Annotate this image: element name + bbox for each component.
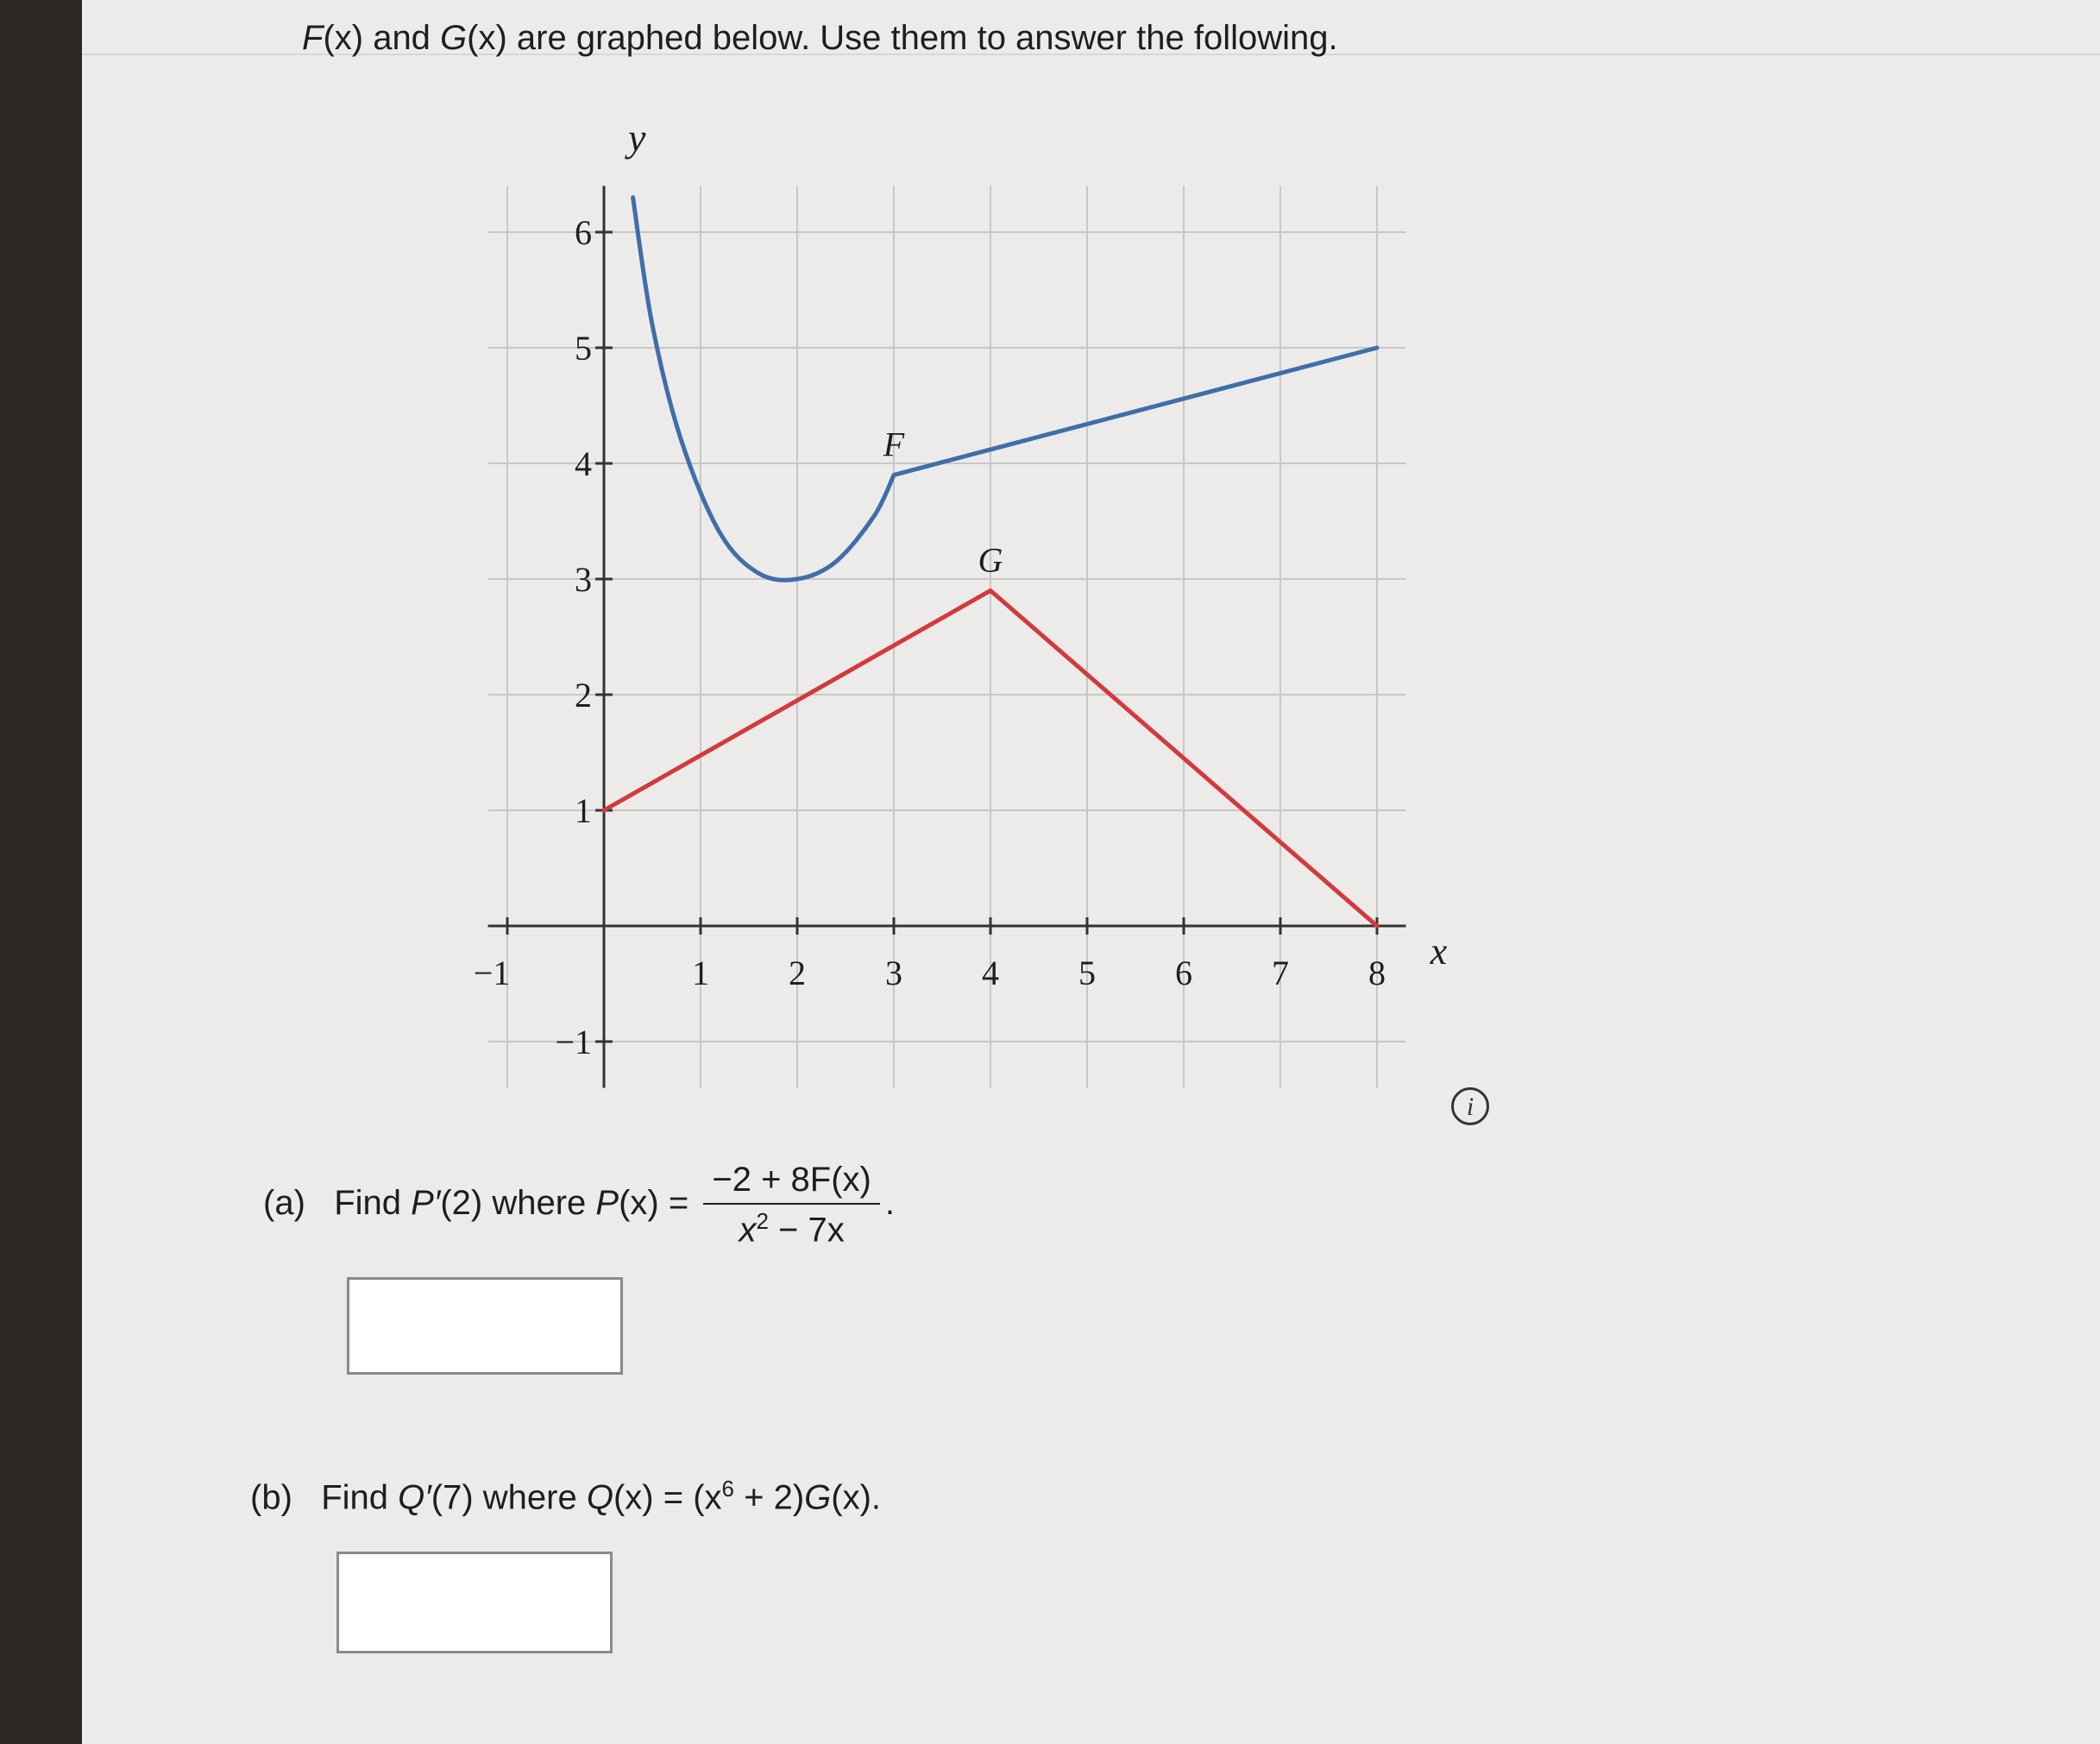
question-b-qprime: Q′ [398, 1478, 431, 1517]
question-b-qx: (x) = (x [613, 1478, 722, 1517]
info-icon[interactable]: i [1451, 1087, 1489, 1125]
answer-b-input[interactable] [336, 1552, 613, 1653]
question-b [250, 1476, 881, 1517]
y-tick-label: 1 [575, 791, 592, 830]
question-b-find: Find [321, 1478, 399, 1517]
intro-part-2: (x) are graphed below. Use them to answer the following. [467, 19, 1338, 57]
y-tick-label: 3 [575, 560, 592, 599]
y-axis-label: y [628, 116, 646, 161]
denominator-rest: − 7x [768, 1211, 845, 1250]
x-tick-label: 2 [789, 954, 806, 992]
question-a [263, 1161, 895, 1250]
question-b-arg: (7) where [431, 1478, 587, 1517]
series-G-label: G [978, 540, 1003, 580]
y-tick-label: 2 [575, 676, 592, 715]
question-a-arg: (2) where [440, 1184, 596, 1223]
fraction [703, 1161, 880, 1250]
intro-part-1: (x) and [323, 19, 441, 57]
x-tick-label: 4 [982, 954, 999, 992]
question-b-g: G [804, 1478, 832, 1517]
y-tick-label: 4 [575, 444, 592, 483]
question-a-end: . [884, 1184, 895, 1223]
denominator-base: x [739, 1211, 757, 1250]
question-a-pprime: P′ [411, 1184, 441, 1223]
question-b-end: (x). [831, 1478, 882, 1517]
y-tick-label: 5 [575, 329, 592, 368]
answer-a-input[interactable] [347, 1277, 623, 1375]
question-b-q: Q [586, 1478, 613, 1517]
x-tick-label: 7 [1272, 954, 1289, 992]
x-tick-label: 6 [1175, 954, 1192, 992]
x-tick-label: −1 [473, 954, 511, 992]
g-symbol: G [440, 19, 468, 57]
fraction-denominator [703, 1205, 880, 1250]
y-tick-label: 6 [575, 213, 592, 252]
question-b-rest: + 2) [734, 1478, 805, 1517]
x-tick-label: 8 [1368, 954, 1386, 992]
x-tick-label: 3 [885, 954, 902, 992]
question-b-exponent: 6 [721, 1476, 734, 1502]
fraction-numerator: −2 + 8F(x) [703, 1161, 880, 1205]
question-a-find: Find [334, 1184, 412, 1223]
y-tick-label: −1 [555, 1023, 592, 1061]
question-b-label: (b) [250, 1478, 292, 1517]
question-a-p: P [595, 1184, 619, 1223]
x-axis-label: x [1430, 930, 1448, 973]
x-tick-label: 5 [1078, 954, 1096, 992]
f-symbol: F [302, 19, 324, 57]
denominator-exponent: 2 [756, 1208, 769, 1234]
series-F-label: F [883, 425, 905, 464]
question-a-label: (a) [263, 1184, 305, 1223]
question-a-px: (x) = [619, 1184, 699, 1223]
series-F-line [633, 198, 1377, 580]
x-tick-label: 1 [692, 954, 709, 992]
